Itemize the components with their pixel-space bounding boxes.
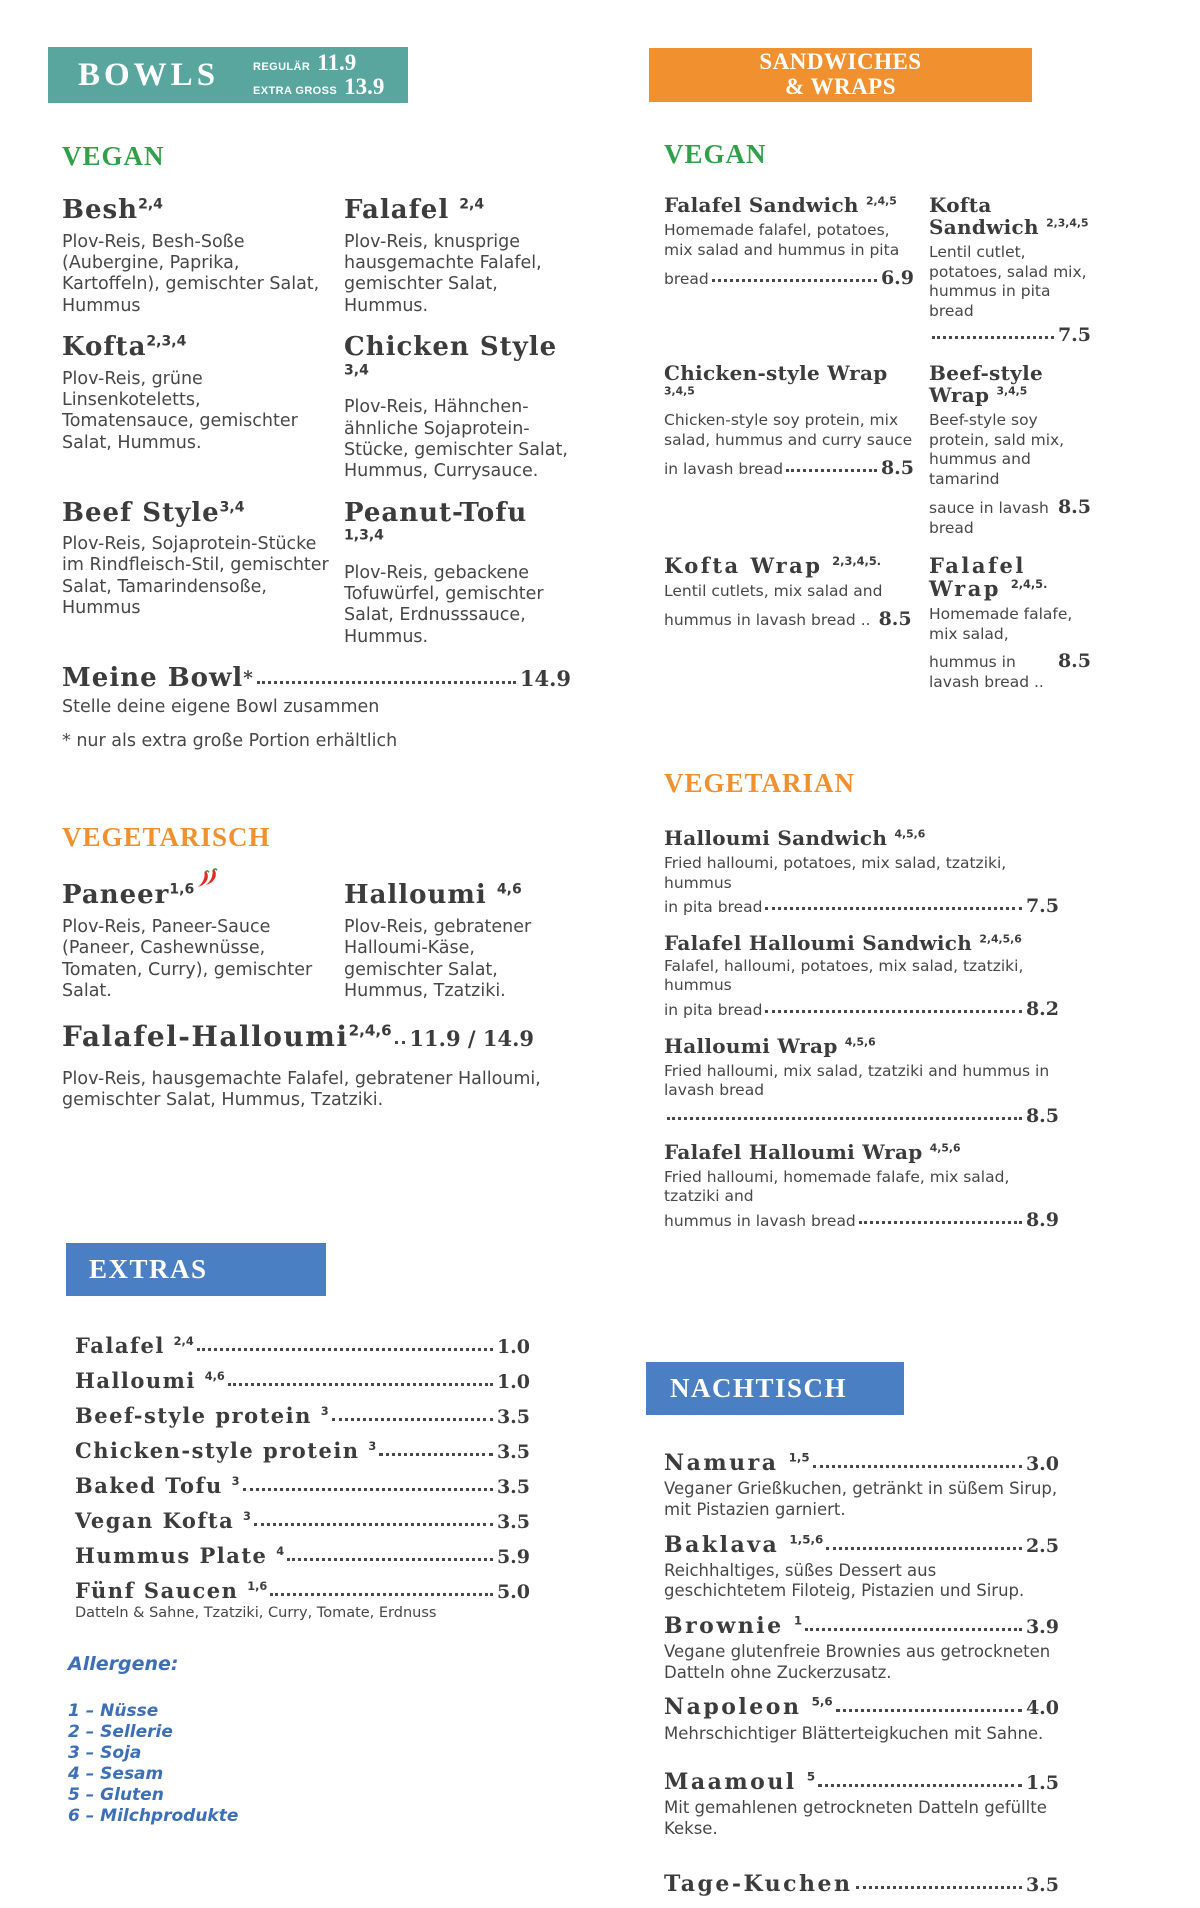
item-title: Namura $^{1,5}$ <box>664 1450 810 1477</box>
item-title: Halloumi Wrap $^{4,5,6}$ <box>664 1033 876 1058</box>
item-title: Kofta$^{2,3,4}$ <box>62 331 187 362</box>
menu-item-falafel-bowl <box>344 196 571 317</box>
allergen-sup: 2,3,4 <box>146 333 187 350</box>
dotted-leader <box>228 1383 493 1386</box>
vegan-heading-sandwiches: VEGAN <box>664 139 767 169</box>
size-xl-label: EXTRA GROSS <box>253 85 338 97</box>
item-title: Maamoul $^5$ <box>664 1769 816 1796</box>
item-price: 3.5 <box>496 1405 530 1428</box>
menu-item-maamoul <box>664 1770 1059 1839</box>
menu-item-chicken-wrap <box>664 362 914 538</box>
item-price: 8.5 <box>880 457 914 480</box>
size-xl-price: 13.9 <box>344 74 385 99</box>
item-description: Lentil cutlet, potatoes, salad mix, hummus in pita bread <box>929 243 1087 320</box>
item-description: Datteln & Sahne, Tzatziki, Curry, Tomate, Erdnuss <box>75 1604 437 1621</box>
item-description: Fried halloumi, homemade falafe, mix salad, tzatziki and <box>664 1167 1010 1206</box>
item-description: Vegane glutenfreie Brownies aus getrockneten Datteln ohne Zuckerzusatz. <box>664 1642 1051 1682</box>
dotted-leader <box>932 336 1054 339</box>
menu-item-beef-style <box>62 499 334 649</box>
allergen-sup: 2,3,4,5. <box>832 554 882 569</box>
item-price: 8.5 <box>1057 650 1091 673</box>
footnote: * nur als extra große Portion erhältlich <box>62 731 398 752</box>
allergen-sup: 4,5,6 <box>929 1140 961 1154</box>
menu-item-meine-bowl <box>62 664 571 752</box>
menu-item-napoleon <box>664 1695 1059 1744</box>
allergens-list <box>68 1701 571 1827</box>
item-description: Plov-Reis, gebackene Tofuwürfel, gemischter Salat, Erdnusssauce, Hummus. <box>344 562 544 647</box>
dotted-leader <box>243 1488 493 1491</box>
menu-item-chicken-style <box>344 333 571 483</box>
dotted-leader <box>859 1221 1022 1224</box>
allergen-sup: 3 <box>368 1438 377 1453</box>
dotted-leader <box>379 1453 493 1456</box>
allergens-block <box>68 1653 571 1827</box>
item-price: 5.0 <box>496 1580 530 1603</box>
allergen-sup: 2,4 <box>138 196 163 213</box>
allergen-sup: 2,4 <box>459 196 485 213</box>
description-tail: bread <box>664 270 709 289</box>
allergen-sup: 2,4 <box>173 1333 194 1348</box>
item-description: Beef-style soy protein, sald mix, hummus and tamarind <box>929 411 1065 488</box>
dotted-leader <box>257 681 516 684</box>
vegetarian-heading: VEGETARIAN <box>664 768 856 799</box>
dotted-leader <box>395 1041 406 1044</box>
item-title: Falafel Halloumi Sandwich $^{2,4,5,6}$ <box>664 930 1022 955</box>
menu-item-halloumi-sandwich <box>664 827 1059 918</box>
item-title: Falafel-Halloumi$^{2,4,6}$ <box>62 1020 392 1054</box>
item-title: Vegan Kofta $^3$ <box>75 1507 251 1533</box>
nachtisch-header-bar <box>646 1362 904 1415</box>
allergen-sup: 3 <box>320 1403 329 1418</box>
extras-item <box>75 1404 530 1428</box>
allergen-sup: 4,5,6 <box>894 827 926 841</box>
item-description: Stelle deine eigene Bowl zusammen <box>62 696 380 717</box>
item-title: Falafel Wrap $^{2,4,5.}$ <box>929 553 1048 602</box>
menu-item-kofta-bowl <box>62 333 334 483</box>
item-title: Kofta Sandwich $^{2,3,4,5}$ <box>929 193 1089 239</box>
item-description: Chicken-style soy protein, mix salad, hummus and curry sauce <box>664 411 913 449</box>
nachtisch-list <box>664 1451 1059 1896</box>
item-title: Beef-style protein $^3$ <box>75 1402 329 1428</box>
allergen-sup: 3,4 <box>219 498 245 515</box>
allergen-sup: 3,4,5 <box>996 384 1028 398</box>
menu-item-tage-kuchen <box>664 1872 1059 1896</box>
menu-item-falafel-wrap <box>929 554 1091 692</box>
vegan-heading-bowls: VEGAN <box>62 141 165 171</box>
item-price: 7.5 <box>1025 895 1059 918</box>
item-description: Plov-Reis, gebratener Halloumi-Käse, gemischter Salat, Hummus, Tzatziki. <box>344 916 532 1001</box>
dotted-leader <box>818 1784 1022 1787</box>
chili-icon <box>192 869 222 891</box>
sandwiches-title-line2: & WRAPS <box>784 74 897 99</box>
menu-item-paneer <box>62 881 334 1002</box>
dotted-leader <box>332 1418 493 1421</box>
allergen-sup: 4,6 <box>496 881 522 898</box>
sandwiches-title-line1: SANDWICHES <box>759 49 922 75</box>
dotted-leader <box>856 1886 1022 1889</box>
vegetarisch-heading: VEGETARISCH <box>62 822 271 853</box>
item-title: Falafel Sandwich $^{2,4,5}$ <box>664 193 897 217</box>
menu-item-halloumi-bowl <box>344 881 571 1002</box>
extras-item <box>75 1334 530 1358</box>
allergen-sup: 1 <box>793 1613 803 1628</box>
vegan-bowls-grid <box>62 196 571 664</box>
item-title: Tage-Kuchen <box>664 1870 853 1897</box>
extras-list <box>75 1334 530 1621</box>
item-title: Chicken-style protein $^3$ <box>75 1437 377 1463</box>
item-price: 5.9 <box>496 1545 530 1568</box>
item-title: Falafel Halloumi Wrap $^{4,5,6}$ <box>664 1139 961 1164</box>
allergen-sup: 1,6 <box>169 881 195 898</box>
description-tail: hummus in lavash bread .. <box>929 653 1044 691</box>
allergens-heading: Allergene: <box>68 1652 179 1675</box>
description-tail: hummus in lavash bread .. <box>664 610 871 629</box>
item-title: Hummus Plate $^4$ <box>75 1542 285 1568</box>
item-description: Plov-Reis, Besh-Soße (Aubergine, Paprika, Kartoffeln), gemischter Salat, Hummus <box>62 231 320 316</box>
item-title: Chicken Style $^{3,4}$ <box>344 331 558 378</box>
allergen-sup: 1,6 <box>247 1578 268 1593</box>
menu-item-beef-wrap <box>929 362 1091 538</box>
allergen-sup: 4 <box>276 1543 285 1558</box>
item-title: Halloumi $^{4,6}$ <box>344 880 522 911</box>
sandwiches-header-bar <box>649 48 1032 102</box>
allergen-item: 2 – Sellerie <box>68 1721 173 1742</box>
item-description: Fried halloumi, potatoes, mix salad, tzatziki, hummus <box>664 854 1007 892</box>
right-column <box>646 0 1091 1908</box>
left-column <box>55 0 571 1827</box>
menu-item-brownie <box>664 1614 1059 1683</box>
vegan-sandwiches-grid <box>664 194 1091 708</box>
menu-item-falafel-halloumi-sandwich <box>664 932 1059 1021</box>
item-description: Plov-Reis, knusprige hausgemachte Falafel, gemischter Salat, Hummus. <box>344 231 542 316</box>
menu-item-falafel-halloumi-wrap <box>664 1141 1059 1232</box>
item-description: Plov-Reis, grüne Linsenkoteletts, Tomatensauce, gemischter Salat, Hummus. <box>62 368 298 453</box>
allergen-sup: 4,6 <box>204 1368 225 1383</box>
item-title: Napoleon $^{5,6}$ <box>664 1694 833 1721</box>
allergen-item: 6 – Milchprodukte <box>68 1806 239 1827</box>
size-regular-price: 11.9 <box>317 49 357 75</box>
bowls-sizes <box>253 51 384 99</box>
item-description: Veganer Grießkuchen, getränkt in süßem Sirup, mit Pistazien garniert. <box>664 1479 1058 1519</box>
allergen-sup: 4,5,6 <box>844 1034 876 1048</box>
allergen-sup: 5 <box>806 1769 816 1784</box>
item-price: 8.5 <box>1057 496 1091 519</box>
item-price: 1.0 <box>496 1370 530 1393</box>
extras-item <box>75 1509 530 1533</box>
item-price: 3.5 <box>496 1475 530 1498</box>
item-price: 4.0 <box>1025 1697 1059 1720</box>
allergen-sup: 3,4 <box>344 361 369 378</box>
item-price: 6.9 <box>880 267 914 290</box>
item-price: 3.5 <box>496 1440 530 1463</box>
item-description: Reichhaltiges, süßes Dessert aus geschichtetem Filoteig, Pistazien und Sirup. <box>664 1560 1025 1601</box>
item-price: 1.5 <box>1025 1772 1059 1795</box>
item-price: 8.2 <box>1025 997 1059 1020</box>
item-title: Brownie $^1$ <box>664 1612 803 1639</box>
allergen-sup: 3 <box>231 1473 240 1488</box>
menu-item-falafel-sandwich <box>664 194 914 346</box>
item-title: Meine Bowl* <box>62 663 254 694</box>
description-tail: hummus in lavash bread <box>664 1211 856 1230</box>
item-price: 8.5 <box>878 607 912 630</box>
item-title: Besh$^{2,4}$ <box>62 195 163 225</box>
dotted-leader <box>813 1465 1022 1468</box>
extras-item <box>75 1439 530 1463</box>
item-price: 8.9 <box>1025 1208 1059 1231</box>
dotted-leader <box>197 1348 493 1351</box>
item-description: Lentil cutlets, mix salad and <box>664 582 883 601</box>
item-description: Fried halloumi, mix salad, tzatziki and hummus in lavash bread <box>664 1061 1050 1100</box>
menu-item-besh <box>62 196 334 317</box>
item-description: Plov-Reis, Hähnchen-ähnliche Sojaprotein-Stücke, gemischter Salat, Hummus, Currysauce. <box>344 397 568 482</box>
description-tail: sauce in lavash bread <box>929 499 1049 537</box>
allergen-sup: 2,4,5 <box>866 194 897 208</box>
allergen-sup: 2,4,5,6 <box>979 932 1022 946</box>
allergen-sup: 5,6 <box>811 1695 833 1710</box>
menu-item-peanut-tofu <box>344 499 571 649</box>
allergen-item: 1 – Nüsse <box>68 1700 159 1721</box>
extras-item <box>75 1544 530 1568</box>
item-price: 3.9 <box>1025 1615 1059 1638</box>
item-description: Falafel, halloumi, potatoes, mix salad, tzatziki, hummus <box>664 956 1024 995</box>
item-title: Falafel $^{2,4}$ <box>344 195 485 225</box>
item-title: Paneer$^{1,6}$ <box>62 881 334 910</box>
dotted-leader <box>836 1709 1022 1712</box>
item-price: 7.5 <box>1057 324 1091 347</box>
nachtisch-title: NACHTISCH <box>670 1373 848 1404</box>
description-tail: in lavash bread <box>664 460 784 479</box>
item-description: Mehrschichtiger Blätterteigkuchen mit Sahne. <box>664 1723 1044 1743</box>
item-description: Homemade falafel, potatoes, mix salad and hummus in pita <box>664 221 900 259</box>
item-title: Chicken-style Wrap $^{3,4,5}$ <box>664 361 888 398</box>
description-tail: in pita bread <box>664 898 763 917</box>
item-price: 2.5 <box>1025 1534 1059 1557</box>
item-description: Homemade falafe, mix salad, <box>929 605 1073 643</box>
dotted-leader <box>765 907 1021 910</box>
extras-header-bar <box>66 1243 326 1296</box>
dotted-leader <box>667 1117 1022 1120</box>
item-price: 14.9 <box>519 666 571 692</box>
item-title: Beef-style Wrap $^{3,4,5}$ <box>929 361 1043 408</box>
item-title: Baked Tofu $^3$ <box>75 1472 240 1498</box>
allergen-sup: 1,5 <box>788 1450 810 1465</box>
item-title: Falafel $^{2,4}$ <box>75 1332 194 1358</box>
size-regular-label: REGULÄR <box>253 60 311 73</box>
dotted-leader <box>270 1593 493 1596</box>
allergen-item: 5 – Gluten <box>68 1785 164 1806</box>
item-description: Plov-Reis, Sojaprotein-Stücke im Rindfleisch-Stil, gemischter Salat, Tamarindensoße, Hummus <box>62 534 329 619</box>
dotted-leader <box>786 469 877 472</box>
allergen-sup: 3,4,5 <box>664 384 695 398</box>
allergen-sup: 3 <box>243 1508 251 1523</box>
item-price: 1.0 <box>496 1335 530 1358</box>
item-price: 8.5 <box>1025 1104 1059 1127</box>
allergen-sup: 1,3,4 <box>344 527 384 544</box>
dotted-leader <box>826 1547 1022 1550</box>
vegetarian-sandwiches-list <box>664 827 1059 1231</box>
bowls-title: BOWLS <box>78 56 220 93</box>
dotted-leader <box>287 1558 493 1561</box>
extras-item <box>75 1474 530 1498</box>
allergen-item: 4 – Sesam <box>68 1764 164 1785</box>
dotted-leader <box>712 279 877 282</box>
asterisk: * <box>243 668 254 690</box>
description-tail: in pita bread <box>664 1000 763 1019</box>
item-description: Plov-Reis, hausgemachte Falafel, gebratener Halloumi, gemischter Salat, Hummus, Tzatziki. <box>62 1069 541 1111</box>
item-title: Halloumi $^{4,6}$ <box>75 1367 225 1393</box>
menu-item-kofta-wrap <box>664 554 914 692</box>
vegetarisch-grid <box>62 881 571 1018</box>
dotted-leader <box>254 1523 493 1526</box>
item-price: 3.5 <box>496 1510 530 1533</box>
item-title: Halloumi Sandwich $^{4,5,6}$ <box>664 826 926 851</box>
item-price: 3.5 <box>1025 1873 1059 1896</box>
item-title: Baklava $^{1,5,6}$ <box>664 1531 824 1558</box>
allergen-sup: 2,4,5. <box>1010 577 1048 592</box>
allergen-item: 3 – Soja <box>68 1742 142 1763</box>
dotted-leader <box>765 1010 1021 1013</box>
item-description: Plov-Reis, Paneer-Sauce (Paneer, Cashewnüsse, Tomaten, Curry), gemischter Salat. <box>62 916 313 1001</box>
item-price: 11.9 / 14.9 <box>409 1026 534 1052</box>
item-price: 3.0 <box>1025 1453 1059 1476</box>
menu-item-halloumi-wrap <box>664 1035 1059 1127</box>
menu-item-kofta-sandwich <box>929 194 1091 346</box>
extras-item <box>75 1579 530 1603</box>
allergen-sup: 1,5,6 <box>789 1532 824 1547</box>
dotted-leader <box>805 1628 1022 1631</box>
item-title: Fünf Saucen $^{1,6}$ <box>75 1577 268 1603</box>
extras-title: EXTRAS <box>89 1253 208 1284</box>
item-title: Kofta Wrap $^{2,3,4,5.}$ <box>664 553 882 579</box>
menu-item-baklava <box>664 1533 1059 1602</box>
extras-item <box>75 1369 530 1393</box>
item-title: Beef Style$^{3,4}$ <box>62 497 245 528</box>
menu-item-falafel-halloumi <box>62 1022 571 1111</box>
bowls-header-bar <box>48 47 408 103</box>
item-description: Mit gemahlenen getrockneten Datteln gefüllte Kekse. <box>664 1798 1047 1839</box>
allergen-sup: 2,4,6 <box>348 1022 392 1041</box>
allergen-sup: 2,3,4,5 <box>1046 216 1089 230</box>
item-title: Peanut-Tofu $^{1,3,4}$ <box>344 497 528 544</box>
menu-item-namura <box>664 1451 1059 1520</box>
